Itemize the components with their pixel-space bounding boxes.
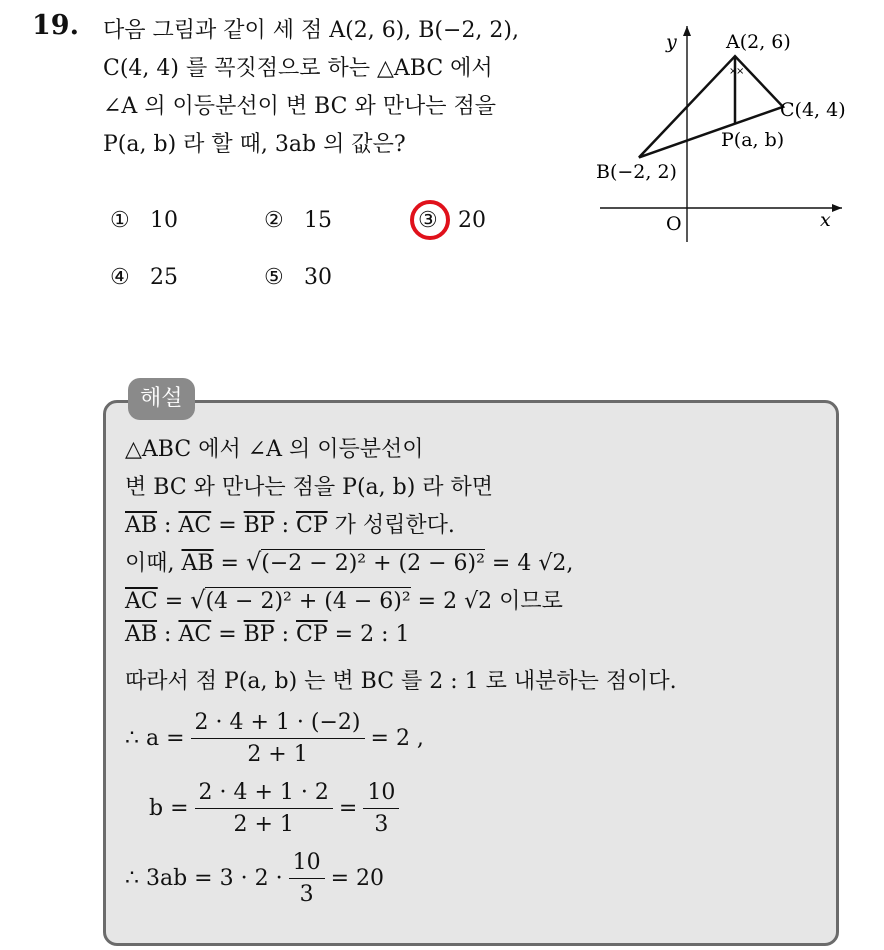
sqrt-expression <box>246 548 485 576</box>
solution-line-4 <box>125 546 573 577</box>
solution-line-1: △ABC 에서 ∠A 의 이등분선이 <box>125 437 424 462</box>
solution-line-10 <box>125 850 384 907</box>
solution-line-6-suffix: = 2 : 1 <box>327 622 410 647</box>
segment-ab: $\overline{AB}$ <box>125 513 158 538</box>
choice-5[interactable] <box>264 265 332 290</box>
x-axis-arrow <box>832 204 842 212</box>
answer-mark-circle <box>410 200 450 240</box>
choice-4-number: ④ <box>110 265 130 290</box>
label-b: B(−2, 2) <box>596 161 677 183</box>
choice-4-value: 25 <box>150 265 178 290</box>
solution-line-9 <box>149 780 405 837</box>
choice-2[interactable] <box>264 208 332 233</box>
label-p: P(a, b) <box>721 129 785 151</box>
solution-line-9-lhs: b = <box>149 796 189 821</box>
colon: : <box>157 513 179 538</box>
colon: : <box>274 622 297 647</box>
label-a: A(2, 6) <box>726 31 791 53</box>
angle-mark-left: × <box>729 66 738 77</box>
radical-icon: √ <box>245 548 262 576</box>
segment-cp: $\overline{CP}$ <box>296 622 328 647</box>
equals: = <box>157 589 191 614</box>
segment-cp: $\overline{CP}$ <box>296 513 328 538</box>
question-line-1: 다음 그림과 같이 세 점 A(2, 6), B(−2, 2), <box>103 18 519 43</box>
solution-line-3-suffix: 가 성립한다. <box>327 513 455 538</box>
choice-2-value: 15 <box>304 208 332 233</box>
y-axis-arrow <box>683 26 691 36</box>
angle-mark-right: × <box>736 66 745 77</box>
solution-line-4-result: = 4 √2, <box>484 551 574 576</box>
solution-tab: 해설 <box>128 378 195 420</box>
triangle-figure <box>590 20 860 245</box>
solution-line-5 <box>125 584 563 615</box>
fraction-denominator: 2 + 1 <box>233 812 294 837</box>
label-x-axis: x <box>820 209 831 231</box>
fraction-denominator: 3 <box>374 812 389 837</box>
colon: : <box>157 622 179 647</box>
solution-line-7: 따라서 점 P(a, b) 는 변 BC 를 2 : 1 로 내분하는 점이다. <box>125 669 677 694</box>
solution-line-10-lhs: ∴ 3ab = 3 · 2 · <box>125 866 283 891</box>
fraction <box>191 710 365 767</box>
solution-line-10-rhs: = 20 <box>330 866 384 891</box>
choice-3-value: 20 <box>458 208 486 233</box>
radical-icon: √ <box>190 586 206 614</box>
equals: = <box>211 513 244 538</box>
choice-2-number: ② <box>264 208 284 233</box>
segment-ac: $\overline{AC}$ <box>178 622 212 647</box>
question-line-3: ∠A 의 이등분선이 변 BC 와 만나는 점을 <box>103 94 496 119</box>
equals: = <box>213 551 246 576</box>
fraction <box>363 780 399 837</box>
label-origin: O <box>666 213 682 235</box>
label-c: C(4, 4) <box>780 99 846 121</box>
segment-ab: $\overline{AB}$ <box>181 551 214 576</box>
solution-line-8-lhs: ∴ a = <box>125 726 185 751</box>
fraction <box>289 850 325 907</box>
segment-ac: $\overline{AC}$ <box>125 589 158 614</box>
solution-line-4-prefix: 이때, <box>125 551 182 576</box>
segment-bp: $\overline{BP}$ <box>243 622 275 647</box>
choice-3-number: ③ <box>418 208 438 233</box>
choice-1-value: 10 <box>150 208 178 233</box>
question-text <box>103 12 583 164</box>
radicand: (−2 − 2)² + (2 − 6)² <box>261 551 485 576</box>
sqrt-expression <box>190 586 411 614</box>
question-line-4: P(a, b) 라 할 때, 3ab 의 값은? <box>103 132 406 157</box>
solution-line-3 <box>125 508 455 539</box>
solution-line-6 <box>125 622 409 647</box>
segment-ab: $\overline{AB}$ <box>125 622 158 647</box>
choice-1[interactable] <box>110 208 178 233</box>
solution-line-8 <box>125 710 424 767</box>
question-number: 19. <box>32 10 79 41</box>
segment-bp: $\overline{BP}$ <box>243 513 275 538</box>
equals: = <box>338 796 358 821</box>
solution-line-8-rhs: = 2 , <box>370 726 424 751</box>
solution-line-5-result: = 2 √2 이므로 <box>410 589 563 614</box>
segment-ac: $\overline{AC}$ <box>178 513 212 538</box>
colon: : <box>274 513 297 538</box>
fraction <box>195 780 333 837</box>
equals: = <box>211 622 244 647</box>
fraction-numerator: 2 · 4 + 1 · 2 <box>195 780 333 809</box>
fraction-denominator: 3 <box>299 882 314 907</box>
fraction-numerator: 10 <box>289 850 325 879</box>
label-y-axis: y <box>666 31 677 53</box>
choice-5-value: 30 <box>304 265 332 290</box>
fraction-denominator: 2 + 1 <box>247 742 308 767</box>
choice-5-number: ⑤ <box>264 265 284 290</box>
solution-line-2: 변 BC 와 만나는 점을 P(a, b) 라 하면 <box>125 475 494 500</box>
choice-4[interactable] <box>110 265 178 290</box>
fraction-numerator: 2 · 4 + 1 · (−2) <box>191 710 365 739</box>
fraction-numerator: 10 <box>363 780 399 809</box>
radicand: (4 − 2)² + (4 − 6)² <box>205 589 411 614</box>
question-line-2: C(4, 4) 를 꼭짓점으로 하는 △ABC 에서 <box>103 56 493 81</box>
choice-1-number: ① <box>110 208 130 233</box>
